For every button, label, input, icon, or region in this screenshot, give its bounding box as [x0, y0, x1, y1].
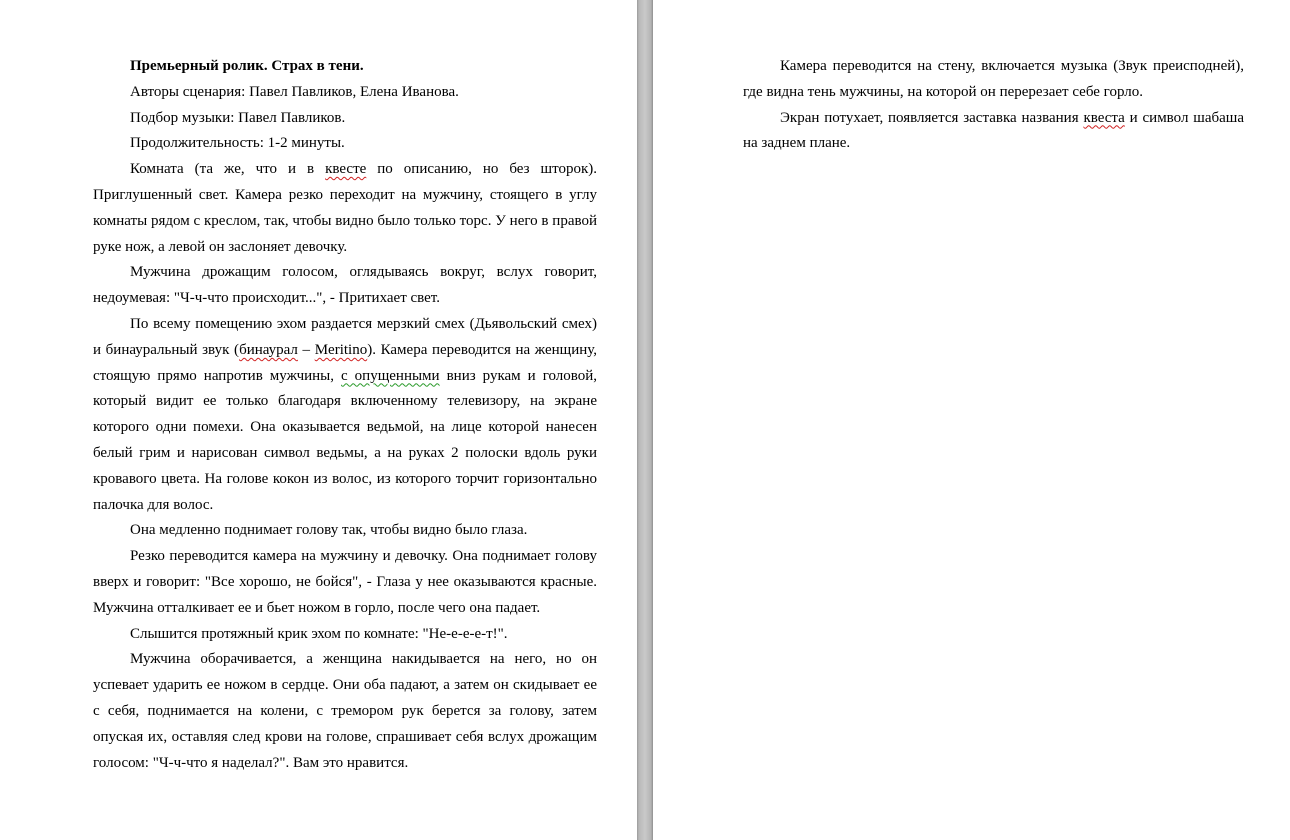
- text-run: вниз рукам и головой, который видит ее только благодаря включенному телевизору, на экране которого одни помехи. Она оказывается ведьмой, на лице которой нанесен белый грим и нарисован символ ведьмы, а на руках 2 полоски вдоль руки кровавого цвета. На голове кокон из волос, из которого торчит горизонтально палочка для волос.: [93, 367, 598, 513]
- text-run: и символ шабаша на заднем плане.: [743, 109, 1244, 152]
- paragraph-turns-around: Мужчина оборачивается, а женщина накидывается на него, но он успевает ударить ее ножом в сердце. Они оба падают, а затем он скидывает ее с себя, поднимается на колени, с тремором рук берется за голову, затем опуская их, оставляя след крови на голове, спрашивает себя вслух дрожащим голосом: "Ч-ч-что я наделал?". Вам это нравится.: [93, 651, 597, 771]
- paragraph-scream: Слышится протяжный крик эхом по комнате: "Не-е-е-е-т!".: [130, 625, 508, 642]
- paragraph-screen-fades: [743, 106, 1244, 158]
- text-run: Комната (та же, что и в: [130, 161, 326, 178]
- text-run: –: [297, 341, 315, 358]
- spellcheck-word[interactable]: квеста: [1083, 109, 1125, 126]
- paragraph-room: [93, 157, 597, 260]
- script-title: Премьерный ролик. Страх в тени.: [130, 58, 364, 74]
- paragraph-wall-shadow: Камера переводится на стену, включается музыка (Звук преисподней), где видна тень мужчины, на которой он перерезает себе горло.: [743, 58, 1244, 100]
- duration-line: Продолжительность: 1-2 минуты.: [130, 135, 345, 152]
- text-run: По всему помещению эхом раздается мерзкий смех (Дьявольский смех) и бинауральный звук (: [93, 315, 597, 358]
- text-run: ). Камера переводится на женщину, стоящую прямо напротив мужчины,: [93, 341, 598, 384]
- spellcheck-word[interactable]: бинаурал: [239, 341, 298, 358]
- music-line: Подбор музыки: Павел Павликов.: [130, 109, 346, 126]
- paragraph-camera-switch: Резко переводится камера на мужчину и девочку. Она поднимает голову вверх и говорит: "Все хорошо, не бойся", - Глаза у нее оказываются красные. Мужчина отталкивает ее и бьет ножом в горло, после чего она падает.: [93, 548, 597, 616]
- document-page-2[interactable]: [653, 0, 1290, 840]
- document-page-1[interactable]: [0, 0, 637, 840]
- authors-line: Авторы сценария: Павел Павликов, Елена Иванова.: [130, 83, 459, 100]
- page-gutter: [637, 0, 653, 840]
- spellcheck-word[interactable]: Meritino: [314, 341, 368, 358]
- spellcheck-word[interactable]: квесте: [325, 161, 367, 178]
- paragraph-man-speaks: Мужчина дрожащим голосом, оглядываясь вокруг, вслух говорит, недоумевая: "Ч-ч-что происходит...", - Притихает свет.: [93, 264, 597, 307]
- paragraph-raises-head: Она медленно поднимает голову так, чтобы видно было глаза.: [130, 522, 528, 539]
- page-2-text[interactable]: [743, 54, 1244, 157]
- paragraph-laughter: [93, 312, 597, 518]
- text-run: Экран потухает, появляется заставка названия: [780, 109, 1084, 126]
- grammar-check-phrase[interactable]: с опущенными: [341, 367, 440, 384]
- page-1-text[interactable]: [93, 54, 597, 776]
- text-run: по описанию, но без шторок). Приглушенный свет. Камера резко переходит на мужчину, стоящего в углу комнаты рядом с креслом, так, чтобы видно было только торс. У него в правой руке нож, а левой он заслоняет девочку.: [93, 161, 597, 255]
